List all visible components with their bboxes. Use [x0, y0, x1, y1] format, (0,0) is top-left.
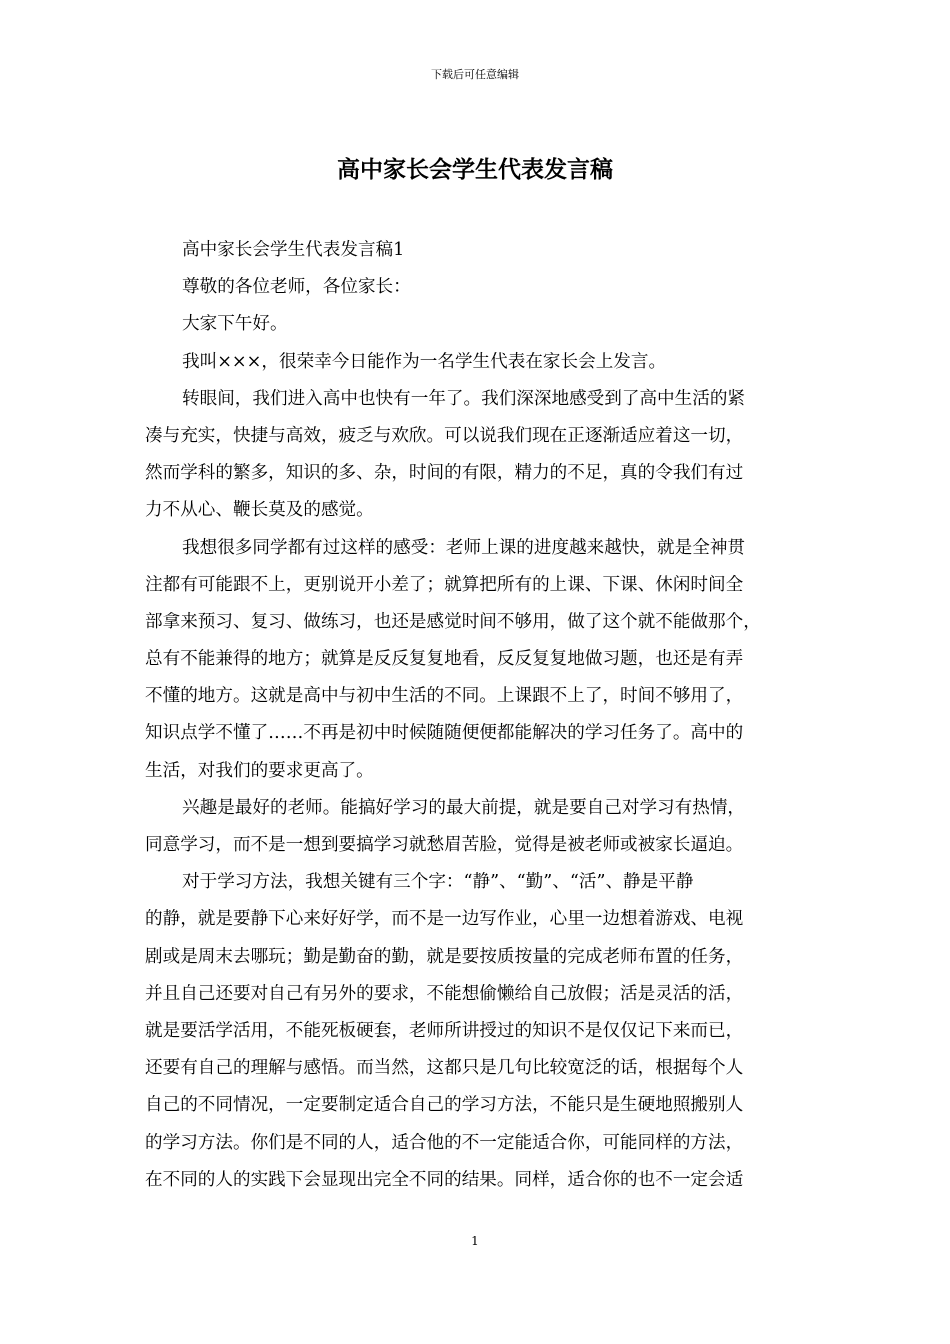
body-line: 对于学习方法，我想关键有三个字：“静”、“勤”、“活”、静是平静: [182, 872, 694, 893]
page-number: 1: [471, 1234, 479, 1248]
body-line: 还要有自己的理解与感悟。而当然，这都只是几句比较宽泛的话，根据每个人: [145, 1058, 744, 1079]
body-line: 生活，对我们的要求更高了。: [145, 760, 374, 781]
body-line: 然而学科的繁多，知识的多、杂，时间的有限，精力的不足，真的令我们有过: [145, 463, 744, 484]
body-line: 并且自己还要对自己有另外的要求，不能想偷懒给自己放假；活是灵活的活，: [145, 983, 744, 1004]
body-line: 转眼间，我们进入高中也快有一年了。我们深深地感受到了高中生活的紧: [182, 388, 746, 409]
body-line: 高中家长会学生代表发言稿1: [182, 240, 405, 260]
body-line: 注都有可能跟不上，更别说开小差了；就算把所有的上课、下课、休闲时间全: [145, 574, 744, 595]
body-line: 就是要活学活用，不能死板硬套，老师所讲授过的知识不是仅仅记下来而已，: [145, 1020, 744, 1041]
body-line: 知识点学不懂了……不再是初中时候随随便便都能解决的学习任务了。高中的: [145, 723, 744, 744]
body-line: 剧或是周末去哪玩；勤是勤奋的勤，就是要按质按量的完成老师布置的任务，: [145, 946, 744, 967]
body-line: 不懂的地方。这就是高中与初中生活的不同。上课跟不上了，时间不够用了，: [145, 686, 744, 707]
document-title: 高中家长会学生代表发言稿: [337, 156, 613, 183]
document-body: [145, 232, 820, 1199]
body-line: 总有不能兼得的地方；就算是反反复复地看，反反复复地做习题，也还是有弄: [145, 649, 744, 670]
body-line: 凑与充实，快捷与高效，疲乏与欢欣。可以说我们现在正逐渐适应着这一切，: [145, 425, 744, 446]
body-line: 我叫×××，很荣幸今日能作为一名学生代表在家长会上发言。: [182, 351, 667, 372]
body-line: 兴趣是最好的老师。能搞好学习的最大前提，就是要自己对学习有热情，: [182, 797, 746, 818]
body-line: 的静，就是要静下心来好好学，而不是一边写作业，心里一边想着游戏、电视: [145, 909, 744, 930]
body-line: 的学习方法。你们是不同的人，适合他的不一定能适合你，可能同样的方法，: [145, 1132, 744, 1153]
body-line: 力不从心、鞭长莫及的感觉。: [145, 500, 374, 521]
page-header: 下载后可任意编辑: [431, 68, 519, 81]
body-line: 尊敬的各位老师，各位家长：: [182, 277, 411, 298]
body-line: 我想很多同学都有过这样的感受：老师上课的进度越来越快，就是全神贯: [182, 537, 746, 558]
body-line: 在不同的人的实践下会显现出完全不同的结果。同样，适合你的也不一定会适: [145, 1169, 744, 1190]
body-line: 自己的不同情况，一定要制定适合自己的学习方法，不能只是生硬地照搬别人: [145, 1095, 744, 1116]
body-line: 部拿来预习、复习、做练习，也还是感觉时间不够用，做了这个就不能做那个，: [145, 611, 761, 632]
body-line: 同意学习，而不是一想到要搞学习就愁眉苦脸，觉得是被老师或被家长逼迫。: [145, 835, 744, 855]
body-line: 大家下午好。: [182, 314, 288, 335]
